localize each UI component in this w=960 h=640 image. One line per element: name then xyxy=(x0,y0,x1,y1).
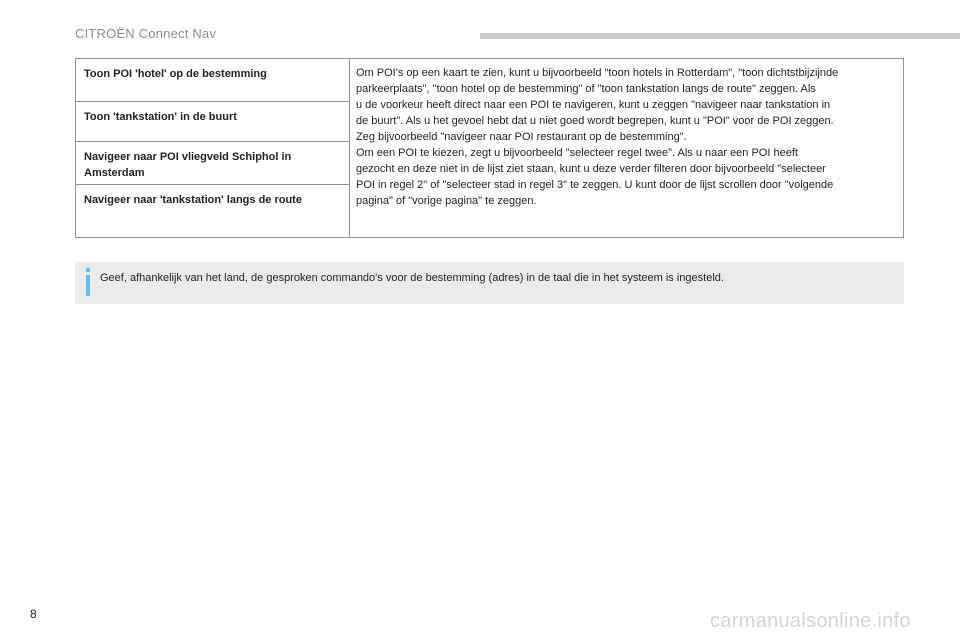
header-bar xyxy=(480,33,960,39)
info-icon xyxy=(83,268,93,296)
command-cell: Navigeer naar 'tankstation' langs de route xyxy=(84,194,302,206)
info-note xyxy=(75,262,904,304)
description-line: Zeg bijvoorbeeld "navigeer naar POI restaurant op de bestemming". xyxy=(356,131,687,143)
info-text: Geef, afhankelijk van het land, de gesproken commando's voor de bestemming (adres) in de taal die in het systeem is ingesteld. xyxy=(100,272,724,284)
voice-commands-table xyxy=(75,58,904,238)
description-line: Om een POI te kiezen, zegt u bijvoorbeeld "selecteer regel twee". Als u naar een POI heeft xyxy=(356,147,798,159)
page-number: 8 xyxy=(30,607,37,621)
command-cell: Toon 'tankstation' in de buurt xyxy=(76,102,350,142)
description-line: Om POI's op een kaart te zien, kunt u bijvoorbeeld "toon hotels in Rotterdam", "toon dichtstbijzijnde xyxy=(356,67,839,79)
description-line: parkeerplaats", "toon hotel op de bestemming" of "toon tankstation langs de route" zeggen. Als xyxy=(356,83,816,95)
description-line: gezocht en deze niet in de lijst ziet staan, kunt u deze verder filteren door bijvoorbeeld "selecteer xyxy=(356,163,826,175)
watermark: carmanualsonline.info xyxy=(710,610,911,632)
command-cell: Navigeer naar POI vliegveld Schiphol in Amsterdam xyxy=(76,142,350,185)
command-cell: Toon POI 'hotel' op de bestemming xyxy=(76,59,350,102)
document-header-title: CITROËN Connect Nav xyxy=(75,26,217,41)
description-column xyxy=(350,59,904,237)
commands-column xyxy=(75,59,350,237)
description-line: POI in regel 2" of "selecteer stad in regel 3" te zeggen. U kunt door de lijst scrollen door "volgende xyxy=(356,179,834,191)
description-line: pagina" of "vorige pagina" te zeggen. xyxy=(356,195,537,207)
description-line: de buurt". Als u het gevoel hebt dat u niet goed wordt begrepen, kunt u "POI" voor de POI zeggen. xyxy=(356,115,834,127)
description-line: u de voorkeur heeft direct naar een POI te navigeren, kunt u zeggen "navigeer naar tankstation in xyxy=(356,99,831,111)
